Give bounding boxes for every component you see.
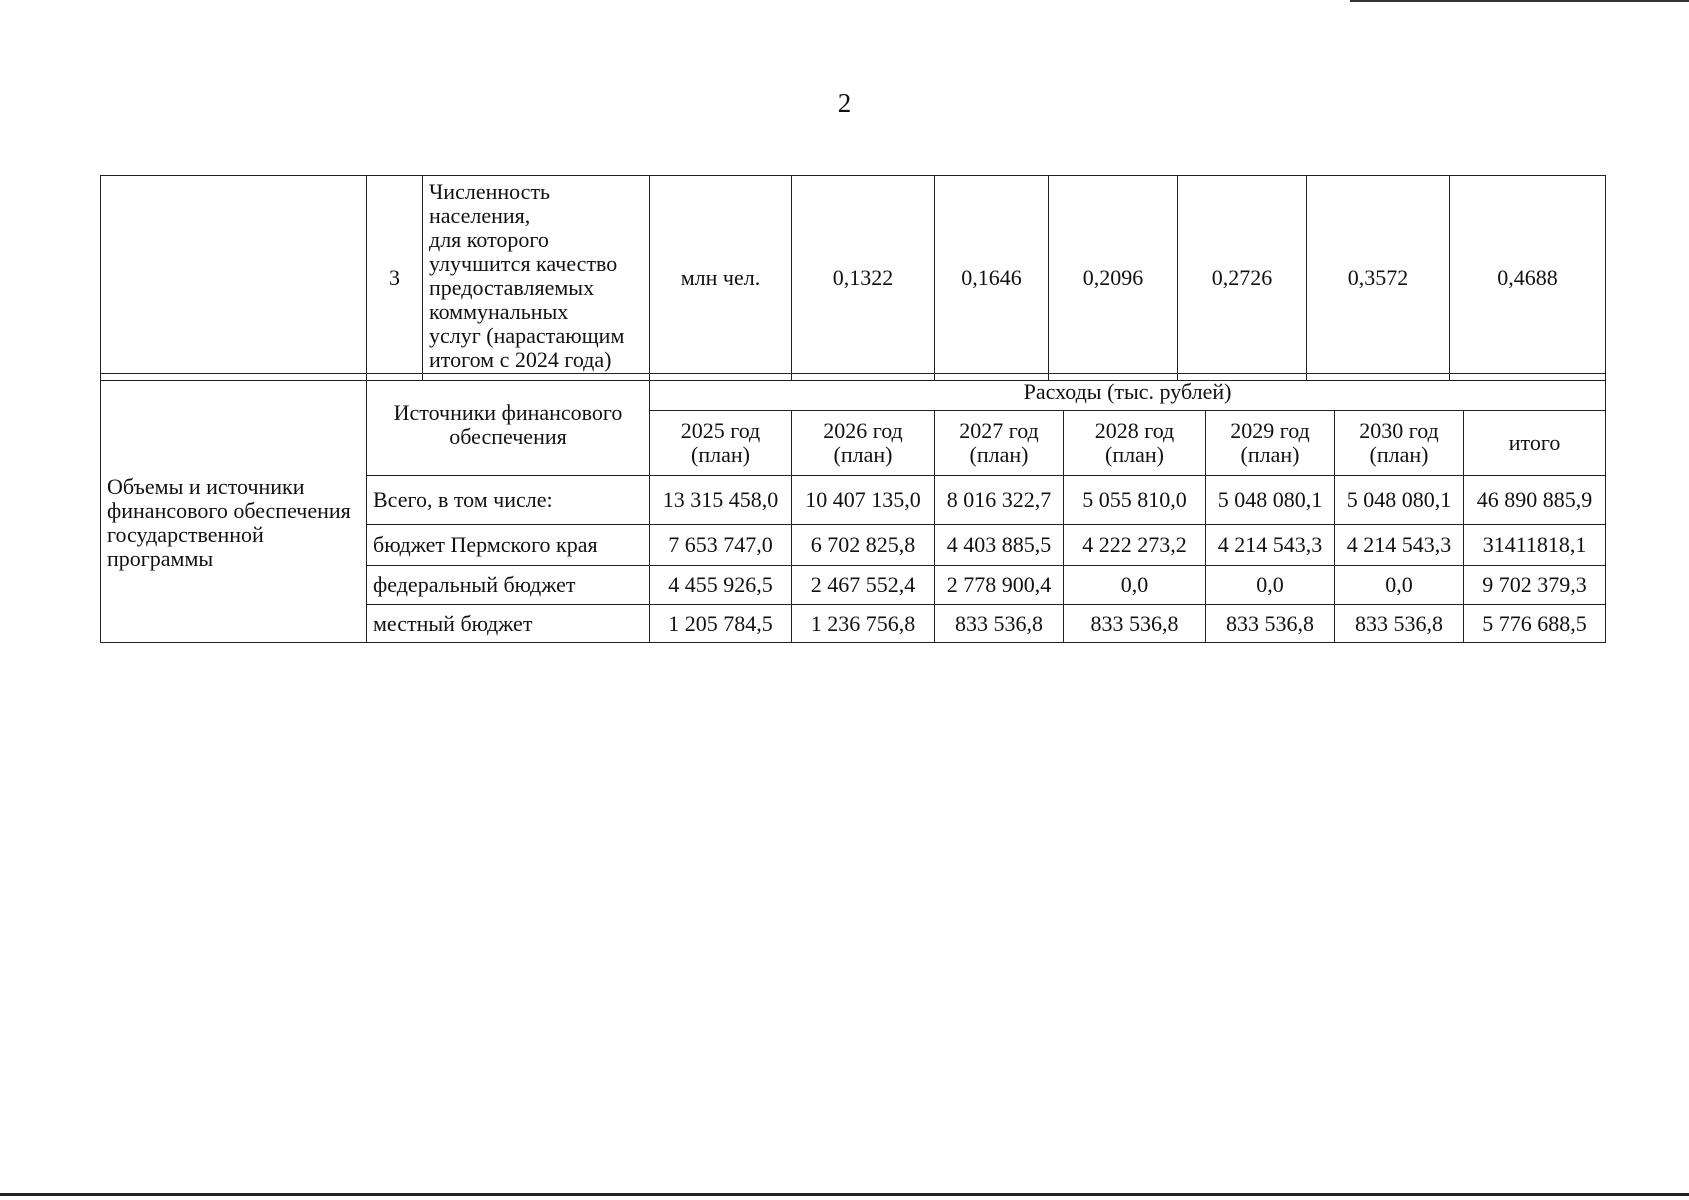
indicator-table (100, 175, 1606, 381)
amount-cell: 0,0 (1335, 566, 1464, 605)
indicator-value: 0,1322 (792, 176, 935, 381)
year-note: (план) (1240, 442, 1300, 467)
empty-cell (101, 176, 367, 381)
year-note: (план) (1369, 442, 1429, 467)
amount-cell: 4 455 926,5 (650, 566, 792, 605)
year-header (792, 411, 935, 476)
year-label: 2028 год (1094, 418, 1175, 443)
amount-cell: 10 407 135,0 (792, 476, 935, 525)
amount-cell: 4 214 543,3 (1335, 525, 1464, 566)
scan-bottom-edge (0, 1193, 1689, 1196)
amount-cell: 1 236 756,8 (792, 605, 935, 643)
amount-cell: 5 055 810,0 (1064, 476, 1206, 525)
year-header (1064, 411, 1206, 476)
year-header (935, 411, 1064, 476)
indicator-value: 0,3572 (1307, 176, 1450, 381)
amount-cell: 4 222 273,2 (1064, 525, 1206, 566)
year-note: (план) (833, 442, 893, 467)
amount-cell: 7 653 747,0 (650, 525, 792, 566)
year-label: 2029 год (1230, 418, 1310, 443)
year-note: (план) (969, 442, 1029, 467)
financing-header-row (101, 374, 1606, 411)
indicator-number: 3 (367, 176, 423, 381)
indicator-name-line: коммунальных (429, 299, 569, 324)
indicator-row (101, 176, 1606, 381)
indicator-name-line: предоставляемых (429, 275, 595, 300)
scan-top-edge (1350, 0, 1689, 2)
source-label: бюджет Пермского края (367, 525, 650, 566)
sources-header: Источники финансового обеспечения (367, 374, 650, 476)
year-label: 2030 год (1359, 418, 1439, 443)
amount-cell: 0,0 (1206, 566, 1335, 605)
amount-cell: 2 467 552,4 (792, 566, 935, 605)
indicator-value: 0,2096 (1049, 176, 1178, 381)
amount-cell: 8 016 322,7 (935, 476, 1064, 525)
indicator-value: 0,4688 (1450, 176, 1606, 381)
amount-cell: 833 536,8 (1335, 605, 1464, 643)
amount-total-cell: 5 776 688,5 (1464, 605, 1606, 643)
amount-cell: 833 536,8 (1206, 605, 1335, 643)
year-header (1206, 411, 1335, 476)
amount-cell: 5 048 080,1 (1335, 476, 1464, 525)
source-label: Всего, в том числе: (367, 476, 650, 525)
year-note: (план) (1105, 442, 1164, 467)
amount-cell: 1 205 784,5 (650, 605, 792, 643)
year-label: 2027 год (959, 418, 1039, 443)
amount-cell: 6 702 825,8 (792, 525, 935, 566)
amount-total-cell: 9 702 379,3 (1464, 566, 1606, 605)
program-label: Объемы и источники финансового обеспечения государственной программы (101, 374, 367, 643)
year-header (650, 411, 792, 476)
amount-cell: 5 048 080,1 (1206, 476, 1335, 525)
year-header (1335, 411, 1464, 476)
indicator-name-line: итогом с 2024 года) (429, 347, 612, 372)
total-header: итого (1464, 411, 1606, 476)
indicator-unit: млн чел. (650, 176, 792, 381)
page-number: 2 (837, 88, 852, 118)
amount-cell: 13 315 458,0 (650, 476, 792, 525)
indicator-value: 0,2726 (1178, 176, 1307, 381)
amount-cell: 0,0 (1064, 566, 1206, 605)
source-label: федеральный бюджет (367, 566, 650, 605)
financing-table (100, 373, 1606, 643)
indicator-name (423, 176, 650, 381)
indicator-name-line: для которого (429, 227, 549, 252)
source-label: местный бюджет (367, 605, 650, 643)
indicator-name-line: улучшится качество (429, 251, 618, 276)
year-label: 2026 год (823, 418, 903, 443)
amount-total-cell: 31411818,1 (1464, 525, 1606, 566)
indicator-name-line: Численность (429, 179, 551, 204)
year-label: 2025 год (680, 418, 761, 443)
indicator-name-line: населения, (429, 203, 531, 228)
indicator-value: 0,1646 (935, 176, 1049, 381)
expenses-header: Расходы (тыс. рублей) (650, 374, 1606, 411)
amount-cell: 4 214 543,3 (1206, 525, 1335, 566)
year-note: (план) (691, 442, 750, 467)
amount-total-cell: 46 890 885,9 (1464, 476, 1606, 525)
amount-cell: 833 536,8 (935, 605, 1064, 643)
amount-cell: 4 403 885,5 (935, 525, 1064, 566)
amount-cell: 2 778 900,4 (935, 566, 1064, 605)
amount-cell: 833 536,8 (1064, 605, 1206, 643)
indicator-name-line: услуг (нарастающим (429, 323, 625, 348)
